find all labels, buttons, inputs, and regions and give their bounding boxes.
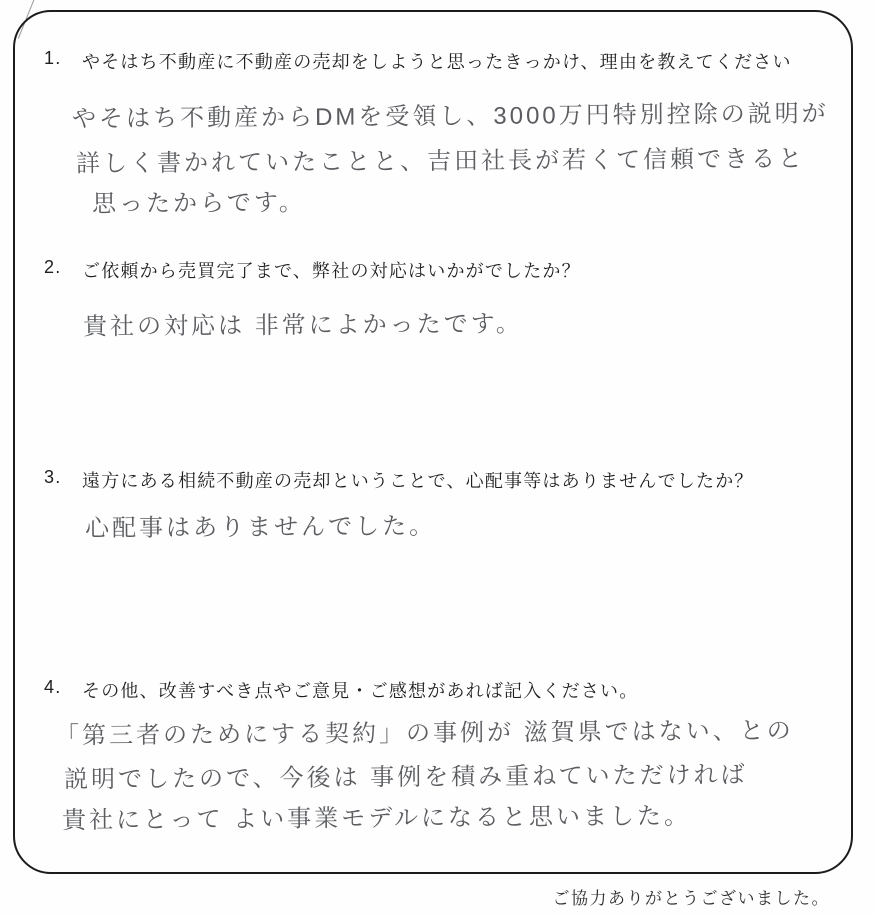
question-4-text: その他、改善すべき点やご意見・ご感想があれば記入ください。 (82, 681, 639, 701)
question-1-number: 1. (44, 48, 62, 68)
answer-1-line-2: 詳しく書かれていたことと、吉田社長が若くて信頼できると (75, 145, 806, 178)
answer-4-line-2: 説明でしたので、今後は 事例を積み重ねていただければ (63, 761, 748, 794)
question-3-number: 3. (44, 467, 62, 487)
question-2-number: 2. (44, 257, 62, 277)
question-2 (44, 257, 581, 283)
question-3 (44, 467, 754, 493)
question-1 (44, 48, 792, 74)
answer-1-line-3: 思ったからです。 (91, 189, 306, 218)
answer-4-line-1: 「第三者のためにする契約」の事例が 滋賀県ではない、との (54, 717, 794, 750)
answer-3-line-1: 心配事はありませんでした。 (84, 512, 437, 543)
question-3-text: 遠方にある相続不動産の売却ということで、心配事等はありませんでしたか？ (82, 471, 754, 491)
question-4-number: 4. (44, 677, 62, 697)
answer-2-line-1: 貴社の対応は 非常によかったです。 (82, 310, 523, 341)
question-4 (44, 677, 638, 703)
question-2-text: ご依頼から売買完了まで、弊社の対応はいかがでしたか？ (82, 261, 581, 281)
answer-1-line-1: やそはち不動産からDMを受領し、3000万円特別控除の説明が (71, 100, 829, 133)
question-1-text: やそはち不動産に不動産の売却をしようと思ったきっかけ、理由を教えてください (82, 52, 792, 72)
answer-4-line-3: 貴社にとって よい事業モデルになると思いました。 (61, 802, 692, 835)
thank-you-note: ご協力ありがとうございました。 (552, 889, 830, 908)
